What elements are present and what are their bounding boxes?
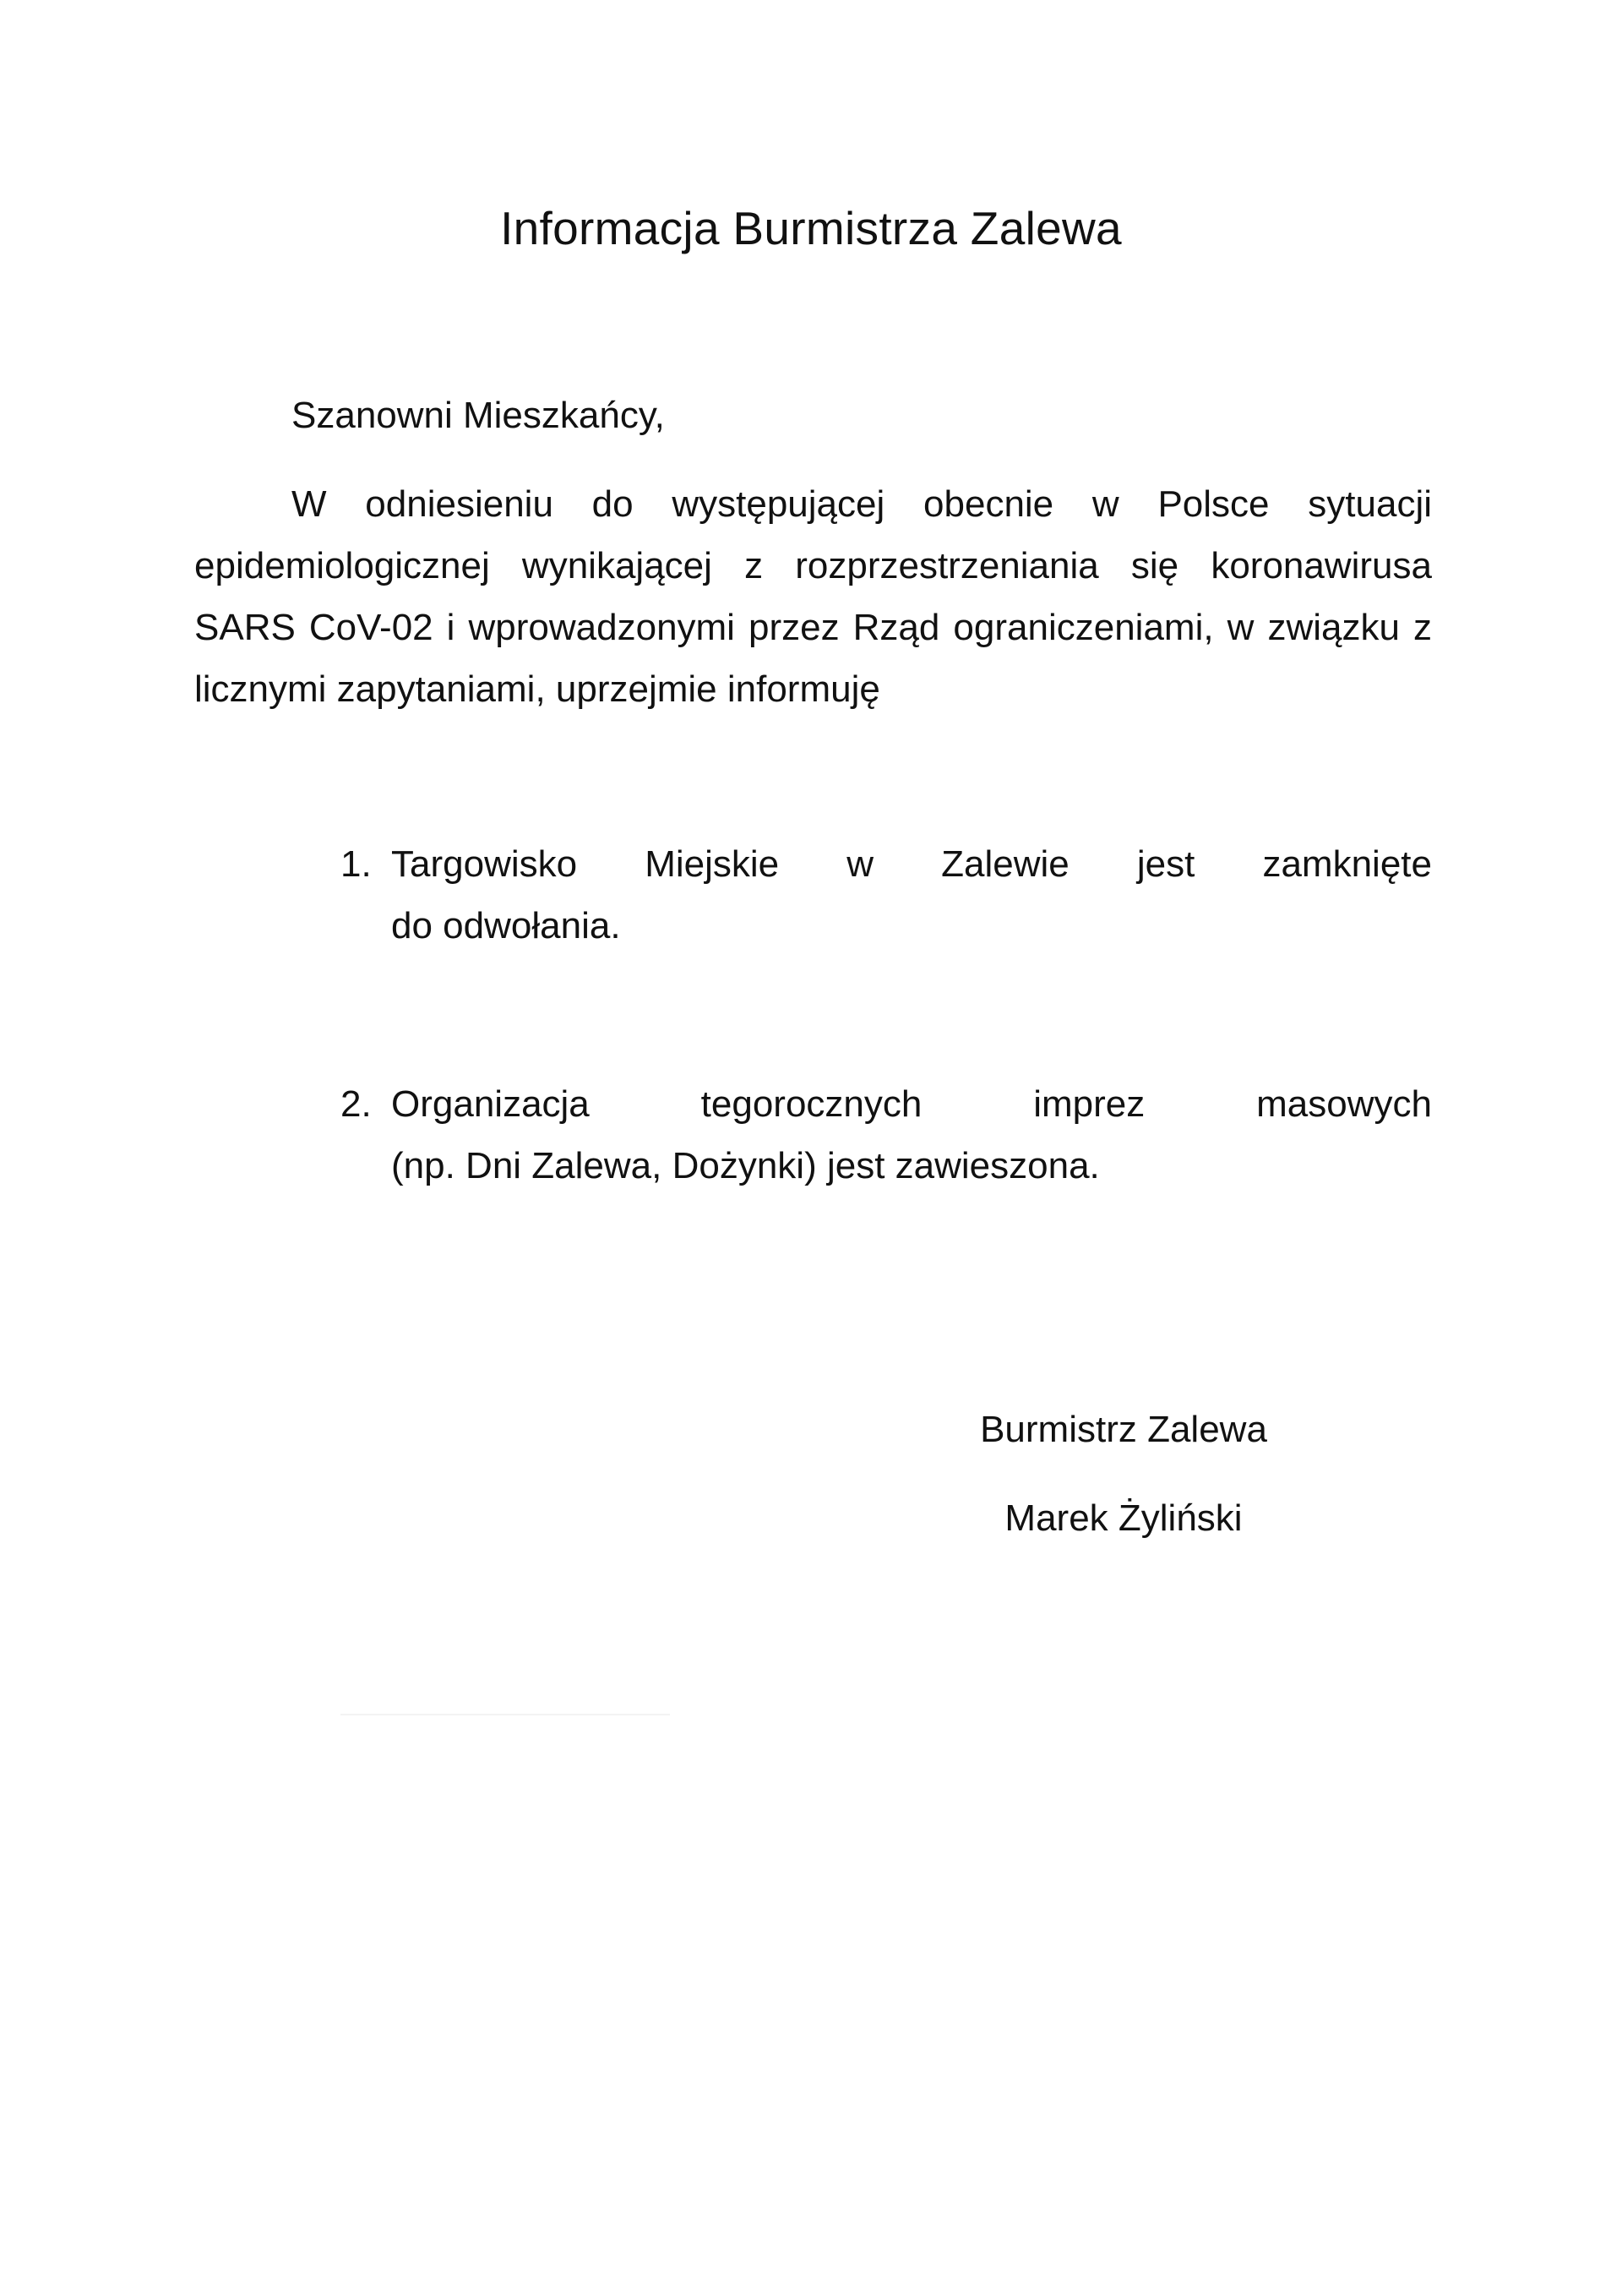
signature-role: Burmistrz Zalewa <box>980 1409 1267 1450</box>
list-item <box>340 1073 1432 1197</box>
intro-paragraph: W odniesieniu do występującej obecnie w Polsce sytuacji epidemiologicznej wynikającej z rozprzestrzeniania się koronawirusa SARS CoV-02 i wprowadzonymi przez Rząd ograniczeniami, w związku z licznymi zapytaniami, uprzejmie informuję <box>194 483 1432 710</box>
numbered-list-item-1-container <box>340 833 1432 957</box>
document-title: Informacja Burmistrza Zalewa <box>500 202 1122 254</box>
list-item-text-line: (np. Dni Zalewa, Dożynki) jest zawieszona. <box>391 1145 1100 1186</box>
list-item-number: 1. <box>340 843 372 885</box>
greeting: Szanowni Mieszkańcy, <box>291 395 665 436</box>
list-item-text-line: Targowisko Miejskie w Zalewie jest zamknięte <box>391 843 1432 885</box>
list-item-number: 2. <box>340 1083 372 1125</box>
list-item-text-line: Organizacja tegorocznych imprez masowych <box>391 1083 1432 1125</box>
list-item <box>340 833 1432 957</box>
list-item-text-line: do odwołania. <box>391 905 621 946</box>
faint-divider <box>340 1714 670 1715</box>
signature-name: Marek Żyliński <box>1004 1497 1243 1539</box>
numbered-list-item-2-container <box>340 1073 1432 1197</box>
